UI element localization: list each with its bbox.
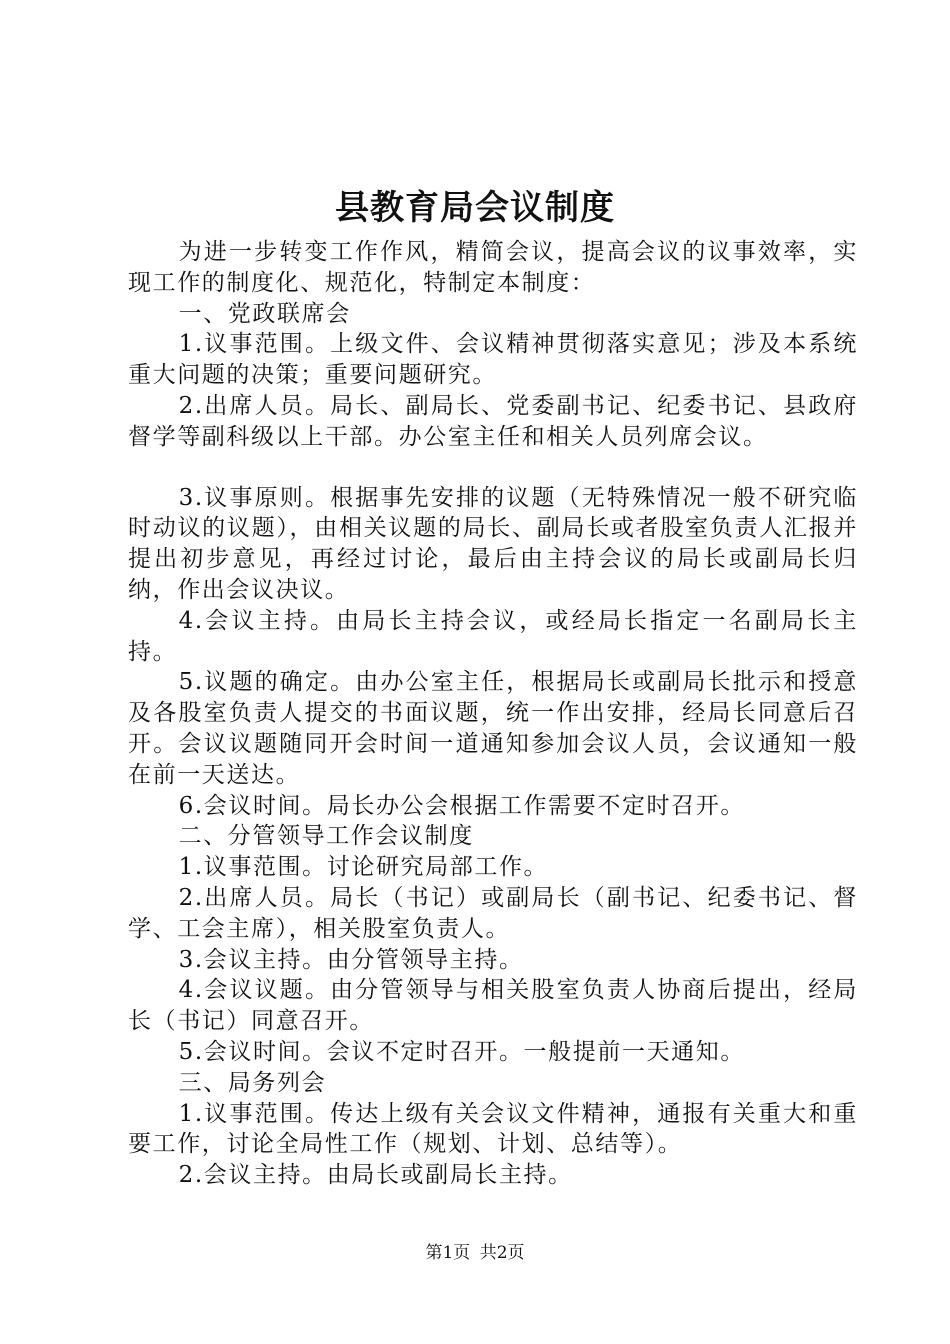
paragraph: 1.议事范围。传达上级有关会议文件精神，通报有关重大和重要工作，讨论全局性工作（规划、计划、总结等）。 [128,1100,858,1158]
paragraph: 2.出席人员。局长、副局长、党委副书记、纪委书记、县政府督学等副科级以上干部。办公室主任和相关人员列席会议。 [128,392,858,450]
paragraph: 4.会议议题。由分管领导与相关股室负责人协商后提出，经局长（书记）同意召开。 [128,977,858,1035]
page-footer [0,1242,950,1264]
paragraph: 2.出席人员。局长（书记）或副局长（副书记、纪委书记、督学、工会主席），相关股室负责人。 [128,884,858,942]
paragraph: 5.议题的确定。由办公室主任，根据局长或副局长批示和授意及各股室负责人提交的书面议题，统一作出安排，经局长同意后召开。会议议题随同开会时间一道通知参加会议人员，会议通知一般在前一天送达。 [128,669,858,788]
paragraph: 6.会议时间。局长办公会根据工作需要不定时召开。 [178,792,745,819]
document-body [128,237,858,1191]
paragraph: 1.议事范围。讨论研究局部工作。 [178,854,549,881]
document-title: 县教育局会议制度 [335,188,615,228]
section-heading-1: 一、党政联席会 [178,300,351,327]
section-heading-2: 二、分管领导工作会议制度 [178,823,474,850]
paragraph-intro: 为进一步转变工作作风，精简会议，提高会议的议事效率，实现工作的制度化、规范化，特制定本制度： [128,239,858,296]
paragraph: 5.会议时间。会议不定时召开。一般提前一天通知。 [178,1038,745,1065]
page-total: 共2页 [479,1243,525,1263]
paragraph: 1.议事范围。上级文件、会议精神贯彻落实意见；涉及本系统重大问题的决策；重要问题研究。 [128,331,858,389]
paragraph: 4.会议主持。由局长主持会议，或经局长指定一名副局长主持。 [128,607,858,665]
paragraph: 2.会议主持。由局长或副局长主持。 [178,1162,573,1189]
page-number: 第1页 [425,1243,471,1263]
paragraph: 3.会议主持。由分管领导主持。 [178,946,524,973]
paragraph: 3.议事原则。根据事先安排的议题（无特殊情况一般不研究临时动议的议题），由相关议题的局长、副局长或者股室负责人汇报并提出初步意见，再经过讨论，最后由主持会议的局长或副局长归纳，作出会议决议。 [128,484,858,603]
section-heading-3: 三、局务列会 [178,1069,327,1096]
